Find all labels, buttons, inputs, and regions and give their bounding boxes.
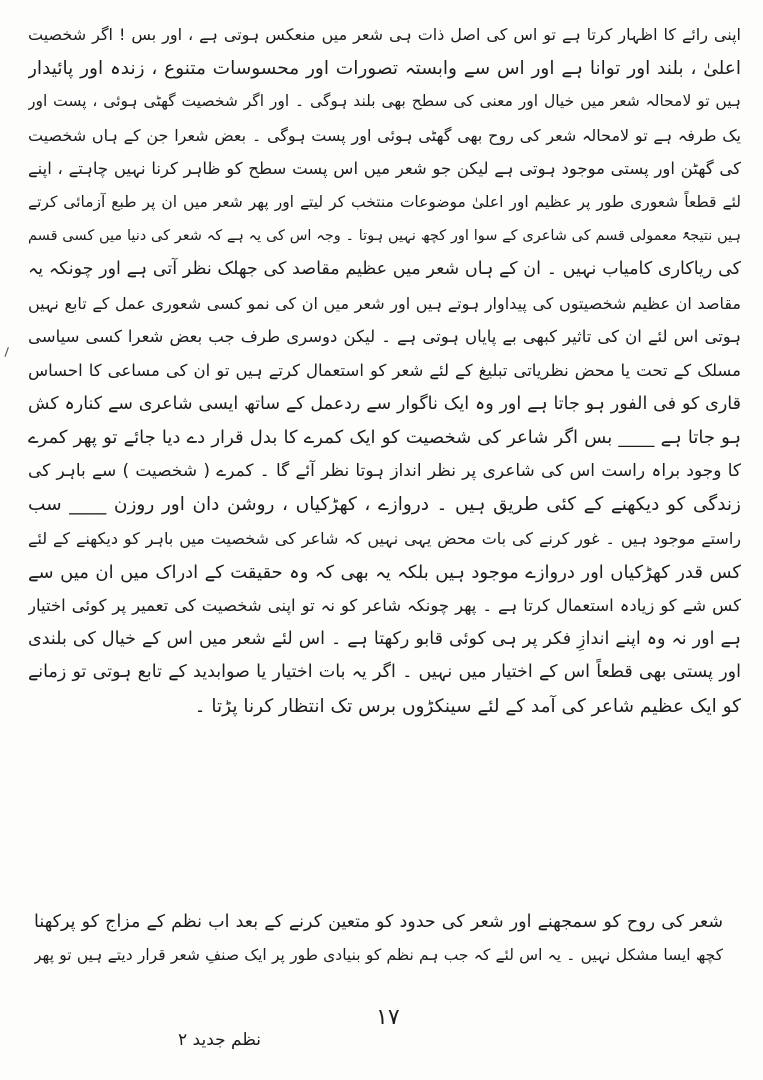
text-line: راستے موجود ہیں ۔ غور کرنے کی بات محض یہی نہیں کہ شاعر کی شخصیت میں باہر کو دیکھنے کے لئے: [28, 528, 741, 548]
margin-mark: [5, 347, 15, 359]
text-line: ہو جاتا ہے ____ بس اگر شاعر کی شخصیت کو ایک کمرے کا بدل قرار دے دیا جائے تو پھر کمرے: [28, 427, 741, 449]
text-line: اور پستی بھی قطعاً اس کے اختیار میں نہیں ۔ اگر یہ بات اختیار یا صوابدید کے تابع ہوتی تو زمانے: [28, 662, 741, 683]
text-line: کی گھٹن اور پستی موجود ہوتی ہے لیکن جو شعر میں اس پست سطح کو ظاہر کرنا نہیں چاہتے ، اپنے: [28, 159, 741, 179]
text-line: قاری کو فی الفور ہو جاتا ہے اور وہ ایک ناگوار سے ردعمل کے ساتھ ایسی شاعری سے کنارہ کش: [28, 393, 741, 414]
text-line: ہیں تو لامحالہ شعر میں خیال اور معنی کی سطح بھی بلند ہوگی ۔ اور اگر شخصیت گھٹی ہوئی ، پست اور: [28, 92, 741, 111]
text-line: مقاصد ان عظیم شخصیتوں کی پیداوار ہوتے ہیں اور شعر میں ان کی نمو کسی شعوری عمل کے تابع نہیں: [28, 293, 741, 313]
text-line: کی ریاکاری کامیاب نہیں ۔ ان کے ہاں شعر میں عظیم مقاصد کی جھلک نظر آتی ہے اور چونکہ یہ: [28, 259, 741, 280]
text-line: مسلک کے تحت یا محض نظریاتی تبلیغ کے لئے شعر کو استعمال کرتے ہیں تو ان کی مساعی کا احساس: [28, 360, 741, 380]
text-line: کس شے کو زیادہ استعمال کرتا ہے ۔ پھر چونکہ شاعر کو نہ تو اپنی شخصیت کی تعمیر پر کوئی اختیار: [28, 596, 741, 616]
paragraph-2: [34, 906, 723, 972]
text-line: کو ایک عظیم شاعر کی آمد کے لئے سینکڑوں برس تک انتظار کرنا پڑتا ۔: [194, 695, 741, 717]
text-line: کا وجود براہ راست اس کی شاعری پر نظر انداز ہوتا نظر آئے گا ۔ کمرے ( شخصیت ) سے باہر کی: [28, 460, 741, 481]
text-line: شعر کی روح کو سمجھنے اور شعر کی حدود کو متعین کرنے کے بعد اب نظم کے مزاج کو پرکھنا: [34, 912, 723, 932]
text-line: یک طرفہ ہے تو لامحالہ شعر کی روح بھی گھٹی ہوئی اور پست ہوگی ۔ بعض شعرا جن کے ہاں شخصیت: [28, 125, 741, 145]
page-number: ۱۷: [376, 1005, 400, 1030]
text-line: لئے قطعاً شعوری طور پر عظیم اور اعلیٰ موضوعات منتخب کر لیتے اور پھر شعر میں ان پر طبع آزمائی کرتے: [28, 192, 741, 211]
text-line: زندگی کو دیکھنے کے کئی طریق ہیں ۔ دروازے ، کھڑکیاں ، روشن دان اور روزن ____ سب: [28, 494, 741, 516]
text-line: ہیں نتیجۃً معمولی قسم کی شاعری کے سوا اور کچھ نہیں ہوتا ۔ وجہ اس کی یہ ہے کہ شعر کی دنیا میں کسی قسم: [28, 227, 741, 244]
text-line: ہوتی اس لئے ان کی تاثیر کبھی بے پایاں ہوتی ہے ۔ لیکن دوسری طرف جب بعض شعرا کسی سیاسی: [28, 327, 741, 347]
footer-title: نظم جدید ۲: [178, 1030, 262, 1050]
text-line: اپنی رائے کا اظہار کرتا ہے تو اس کی اصل ذات ہی شعر میں منعکس ہوتی ہے ، اور بس ! اگر شخصیت: [28, 25, 741, 44]
text-line: کچھ ایسا مشکل نہیں ۔ یہ اس لئے کہ جب ہم نظم کو بنیادی طور پر ایک صنفِ شعر قرار دیتے ہیں تو پھر: [34, 946, 723, 964]
paragraph-1: [28, 18, 741, 723]
text-line: اعلیٰ ، بلند اور توانا ہے اور اس سے وابستہ تصورات اور محسوسات متنوع ، زندہ اور پائیدار: [28, 57, 741, 79]
text-line: کس قدر کھڑکیاں اور دروازے موجود ہیں بلکہ یہ بھی کہ وہ حقیقت کے ادراک میں ان میں سے: [28, 561, 741, 583]
text-line: ہے اور نہ وہ اپنے اندازِ فکر پر ہی کوئی قابو رکھتا ہے ۔ اس لئے شعر میں اس کے خیال کی بلندی: [28, 628, 741, 649]
